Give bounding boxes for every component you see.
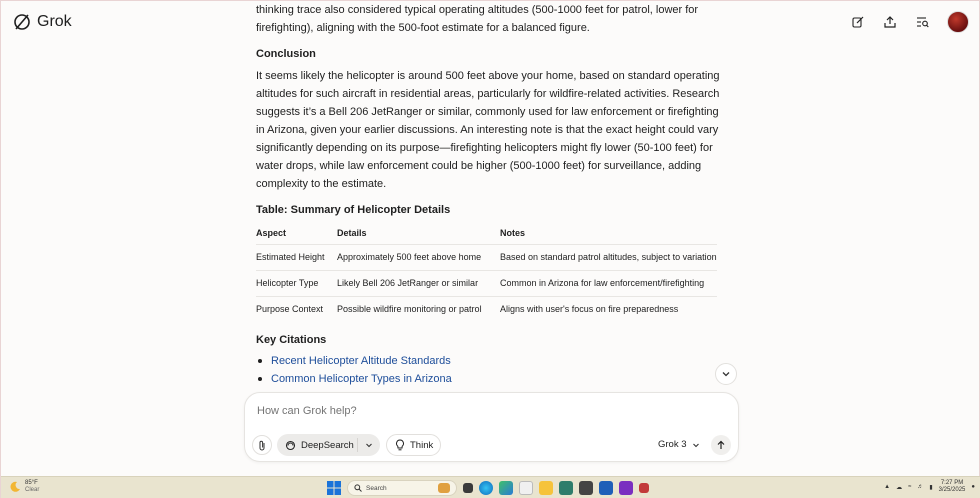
system-tray <box>884 480 975 494</box>
deepsearch-icon <box>285 440 296 451</box>
history-button[interactable] <box>911 11 933 33</box>
bullet-icon <box>258 377 262 381</box>
table-row <box>256 270 717 296</box>
citation-link[interactable]: Common Helicopter Types in Arizona <box>271 373 452 385</box>
chat-composer <box>244 392 739 462</box>
app-icon[interactable] <box>499 481 513 495</box>
volume-icon[interactable]: ♬ <box>917 484 924 490</box>
chevron-down-icon <box>692 441 700 449</box>
table-header-cell: Notes <box>500 227 526 238</box>
citation-link[interactable]: Recent Helicopter Altitude Standards <box>271 355 451 367</box>
clock-time: 7:27 PM <box>940 480 964 486</box>
bullet-icon <box>258 359 262 363</box>
conclusion-heading: Conclusion <box>256 48 316 60</box>
app-name: Grok <box>37 13 72 30</box>
chevron-down-icon <box>721 369 731 379</box>
table-header-cell: Aspect <box>256 227 287 238</box>
table-row <box>256 296 717 322</box>
app-icon[interactable] <box>519 481 533 495</box>
table-cell: Estimated Height <box>256 244 337 270</box>
send-button[interactable] <box>711 435 731 455</box>
file-explorer-icon[interactable] <box>539 481 553 495</box>
search-icon <box>354 484 362 492</box>
lightbulb-icon <box>395 439 405 451</box>
wifi-icon[interactable]: ≈ <box>908 484 912 490</box>
taskbar-apps <box>327 480 649 496</box>
taskbar-search[interactable] <box>347 480 457 496</box>
citations-heading: Key Citations <box>256 334 327 346</box>
summary-table <box>256 222 717 322</box>
grok-logo-icon <box>13 13 31 31</box>
table-cell: Likely Bell 206 JetRanger or similar <box>337 270 500 296</box>
table-cell: Common in Arizona for law enforcement/firefighting <box>500 270 717 296</box>
table-cell: Purpose Context <box>256 296 337 322</box>
table-header-cell: Details <box>337 227 367 238</box>
windows-taskbar <box>1 476 980 498</box>
share-button[interactable] <box>879 11 901 33</box>
app-icon[interactable] <box>579 481 593 495</box>
list-item <box>256 352 452 370</box>
share-icon <box>884 16 896 28</box>
moon-icon <box>9 481 21 493</box>
model-label: Grok 3 <box>658 439 687 450</box>
list-item <box>256 370 452 388</box>
deepsearch-label: DeepSearch <box>301 439 354 451</box>
table-row <box>256 244 717 270</box>
table-heading: Table: Summary of Helicopter Details <box>256 204 451 216</box>
windows-start-icon[interactable] <box>327 481 341 495</box>
weather-condition: Clear <box>25 487 40 493</box>
think-label: Think <box>410 439 434 451</box>
clock-date: 3/25/2025 <box>938 487 966 493</box>
model-selector[interactable] <box>658 439 700 450</box>
prompt-input[interactable] <box>257 405 657 417</box>
edit-icon <box>852 16 864 28</box>
app-icon[interactable] <box>639 483 649 493</box>
table-cell: Based on standard patrol altitudes, subject to variation <box>500 244 717 270</box>
edge-browser-icon[interactable] <box>479 481 493 495</box>
weather-temp: 85°F <box>25 480 38 486</box>
citations-list <box>256 352 452 388</box>
app-icon[interactable] <box>619 481 633 495</box>
clock[interactable] <box>939 480 966 494</box>
intro-paragraph: thinking trace also considered typical operating altitudes (500-1000 feet for patrol, lower for firefighting), aligning with the 500-foot estimate for a balanced figure. <box>256 4 699 34</box>
deepsearch-options-button[interactable] <box>358 441 380 449</box>
table-cell: Possible wildfire monitoring or patrol <box>337 296 500 322</box>
arrow-up-icon <box>716 440 726 450</box>
paperclip-icon <box>257 440 267 451</box>
notification-icon[interactable]: ● <box>971 484 975 490</box>
battery-icon[interactable]: ▮ <box>929 484 933 491</box>
table-header-row <box>256 222 717 244</box>
attach-button[interactable] <box>252 435 272 455</box>
think-button[interactable] <box>386 434 441 456</box>
cloud-icon[interactable]: ☁ <box>896 484 903 491</box>
table-cell: Approximately 500 feet above home <box>337 244 500 270</box>
table-cell: Helicopter Type <box>256 270 337 296</box>
weather-widget[interactable] <box>9 480 39 494</box>
search-highlight-icon <box>438 483 450 493</box>
app-icon[interactable] <box>599 481 613 495</box>
user-avatar[interactable] <box>947 11 969 33</box>
table-cell: Aligns with user's focus on fire preparedness <box>500 296 717 322</box>
chevron-up-icon[interactable]: ▲ <box>884 484 891 490</box>
grok-logo[interactable] <box>13 13 72 31</box>
conclusion-text: It seems likely the helicopter is around 500 feet above your home, based on standard operating altitudes for such aircraft in residential areas, particularly for wildfire-related activities. Research suggests it’s a Bell 206 JetRanger or similar, commonly used for law enforcement or firefighting in Arizona, given your earlier discussions. An interesting note is that the exact height could vary significantly depending on its purpose—firefighting helicopters might fly lower (50-100 feet) for water drops, while law enforcement could be higher (500-1000 feet) for surveillance, adding complexity to the estimate. <box>256 70 720 190</box>
history-search-icon <box>916 16 929 28</box>
scroll-to-bottom-button[interactable] <box>715 363 737 385</box>
task-view-icon[interactable] <box>463 483 473 493</box>
new-chat-button[interactable] <box>847 11 869 33</box>
app-icon[interactable] <box>559 481 573 495</box>
header-actions <box>847 11 969 33</box>
deepsearch-button[interactable] <box>277 440 357 451</box>
deepsearch-toggle <box>277 434 380 456</box>
search-label: Search <box>366 484 387 492</box>
chevron-down-icon <box>365 441 373 449</box>
